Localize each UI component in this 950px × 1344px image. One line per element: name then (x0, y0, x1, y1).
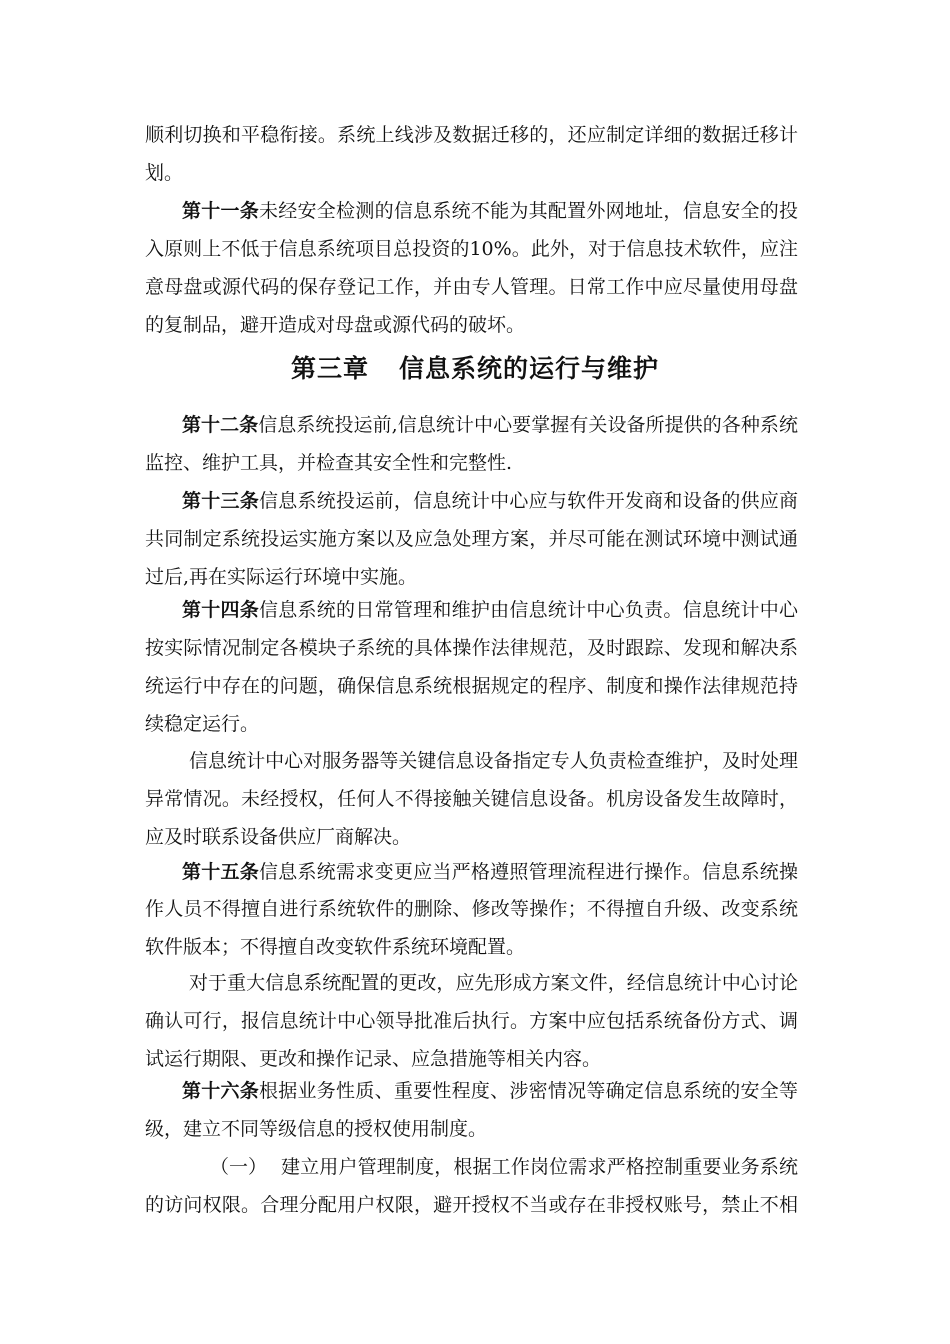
article-label: 第十二条 (182, 414, 259, 436)
list-marker: （一） (210, 1156, 268, 1178)
text-line: 确认可行，报信息统计中心领导批准后执行。方案中应包括系统备份方式、调 (145, 1010, 798, 1032)
text-line: 续稳定运行。 (145, 713, 260, 735)
text-line: 作人员不得擅自进行系统软件的删除、修改等操作；不得擅自升级、改变系统 (145, 898, 798, 920)
article-label: 第十四条 (182, 599, 260, 621)
text-line: 意母盘或源代码的保存登记工作，并由专人管理。日常工作中应尽量使用母盘 (145, 276, 798, 298)
text-line: 按实际情况制定各模块子系统的具体操作法律规范，及时跟踪、发现和解决系 (145, 637, 798, 659)
article-13-line: 第十三条信息系统投运前，信息统计中心应与软件开发商和设备的供应商 (182, 490, 798, 512)
list-item-line: 建立用户管理制度，根据工作岗位需求严格控制重要业务系统 (281, 1156, 798, 1178)
chapter-number: 第三章 (290, 354, 369, 383)
article-label: 第十一条 (182, 200, 260, 222)
text-line: 过后,再在实际运行环境中实施。 (145, 566, 418, 588)
article-label: 第十五条 (182, 861, 260, 883)
text-line: 顺利切换和平稳衔接。系统上线涉及数据迁移的，还应制定详细的数据迁移计 (145, 124, 798, 146)
article-16-line: 第十六条根据业务性质、重要性程度、涉密情况等确定信息系统的安全等 (182, 1080, 798, 1102)
chapter-heading (0, 352, 950, 386)
text-line: 信息统计中心对服务器等关键信息设备指定专人负责检查维护，及时处理 (189, 750, 798, 772)
chapter-title: 信息系统的运行与维护 (399, 354, 660, 383)
text-line: 入原则上不低于信息系统项目总投资的10%。此外，对于信息技术软件，应注 (145, 238, 798, 260)
article-14-line: 第十四条信息系统的日常管理和维护由信息统计中心负责。信息统计中心 (182, 599, 798, 621)
text-line: 软件版本；不得擅自改变软件系统环境配置。 (145, 936, 526, 958)
text-line: 试运行期限、更改和操作记录、应急措施等相关内容。 (145, 1048, 602, 1070)
text-line: 统运行中存在的问题，确保信息系统根据规定的程序、制度和操作法律规范持 (145, 675, 798, 697)
article-12-line: 第十二条信息系统投运前,信息统计中心要掌握有关设备所提供的各种系统 (182, 414, 798, 436)
text-line: 应及时联系设备供应厂商解决。 (145, 826, 412, 848)
article-11-line: 第十一条未经安全检测的信息系统不能为其配置外网地址，信息安全的投 (182, 200, 798, 222)
text-line: 异常情况。未经授权，任何人不得接触关键信息设备。机房设备发生故障时， (145, 788, 798, 810)
article-label: 第十六条 (182, 1080, 260, 1102)
article-15-line: 第十五条信息系统需求变更应当严格遵照管理流程进行操作。信息系统操 (182, 861, 798, 883)
text-line: 的复制品，避开造成对母盘或源代码的破坏。 (145, 314, 526, 336)
text-line: 共同制定系统投运实施方案以及应急处理方案，并尽可能在测试环境中测试通 (145, 528, 798, 550)
text-line: 划。 (145, 162, 184, 184)
text-line: 级，建立不同等级信息的授权使用制度。 (145, 1118, 488, 1140)
text-line: 监控、维护工具，并检查其安全性和完整性. (145, 452, 513, 474)
article-label: 第十三条 (182, 490, 260, 512)
text-line: 对于重大信息系统配置的更改，应先形成方案文件，经信息统计中心讨论 (189, 972, 798, 994)
text-line: 的访问权限。合理分配用户权限，避开授权不当或存在非授权账号，禁止不相 (145, 1194, 798, 1216)
